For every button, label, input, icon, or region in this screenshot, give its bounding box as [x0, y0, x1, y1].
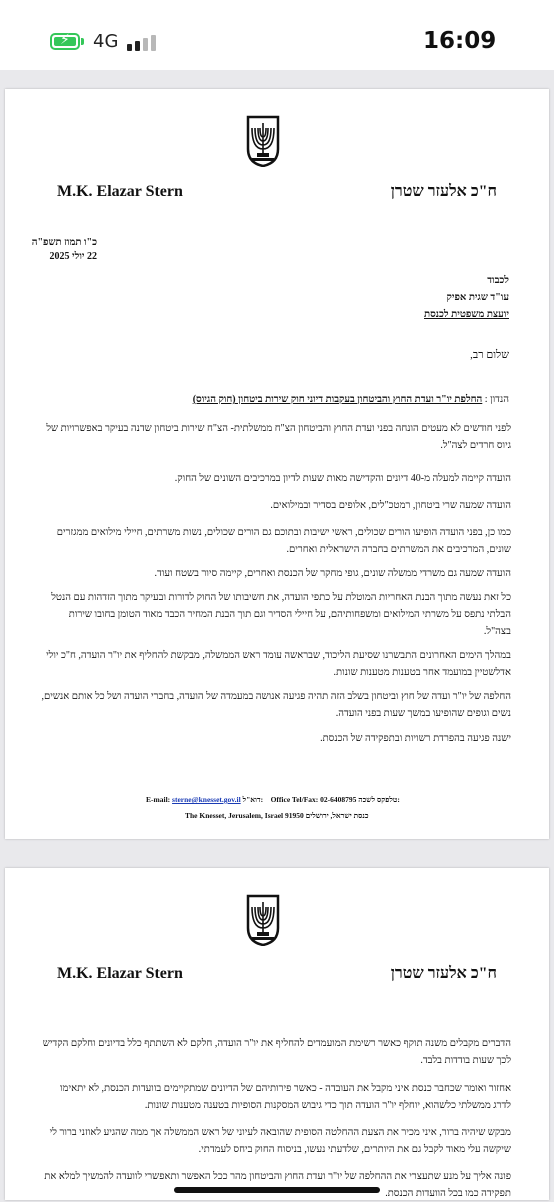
footer-email-link[interactable]: sterne@knesset.gov.il: [172, 795, 241, 804]
bolt-icon: ⚡: [60, 32, 70, 48]
recipient-name: עו"ד שגית אפיק: [446, 292, 509, 303]
paragraph-4: פונה אליך על מנע שתעצרי את ההחלפה של יו"ר ועדת החוץ והביטחון מהר ככל האפשר ותאפשרי לוועדה להמשיך למלא את תפקידה כמו בכל הוועדות הכנסת.: [44, 1171, 511, 1199]
knesset-emblem-icon: [244, 115, 282, 167]
to-label: לכבוד: [487, 275, 509, 286]
network-type: 4G: [93, 31, 119, 52]
paragraph-3: מבקש שיהיה ברור, איני מכיר את הצעת ההחלטה הסופית שהובאה לעיוני של ראש הממשלה אך ממה שהגיע לאוזני ברור לי שיקשה עלי מאוד לקבל גם את היותרים, שלדעתי נעשו, בניסוח החוק ביחס לעמדתי.: [49, 1127, 511, 1155]
paragraph-2: הועדה קיימה למעלה מ-40 דיונים והקדישה מאות שעות לדיון במרכיבים השונים של החוק.: [174, 473, 511, 484]
paragraph-8: החלפה של יו"ר ועדה של חוץ וביטחון בשלב הזה תהיה פגיעה אנושה במעמדה של הועדה, בחברי הועדה ושל כל אותם אנשים, נשים וגופים שהופיעו במשך שעות בפני הועדה.: [41, 691, 511, 719]
header-name-english: M.K. Elazar Stern: [57, 965, 183, 982]
status-time: 16:09: [423, 28, 497, 54]
footer-address-he: כנסת ישראל, ירושלים: [305, 811, 369, 820]
letter-page-2: [5, 868, 549, 1200]
footer-address-line: [185, 811, 369, 820]
letter-page-1: [5, 89, 549, 839]
footer-email-label-he: דוא"ל:: [242, 795, 264, 804]
status-bar: [0, 0, 554, 70]
footer-email-label: E-mail:: [146, 795, 171, 804]
date-hebrew: כ"ו תמוז תשפ"ה: [31, 237, 97, 248]
footer-address-en: The Knesset, Jerusalem, Israel 91950: [185, 811, 304, 820]
signal-bars-icon: [127, 35, 159, 51]
subject-text: החלפת יו"ר ועדת החוץ והביטחון בעקבות דיוני חוק שירות ביטחון (חוק הגיוס): [192, 394, 483, 405]
footer-phone: Office Tel/Fax: 02-6408795: [270, 795, 357, 804]
battery-tip: [81, 38, 84, 45]
paragraph-6: כל זאת נעשה מתוך הבנת האחריות המוטלת על כתפי הועדה, את חשיבותו של החוק לדורות ובעיקר מתוך הזדהות עם הנטל הבלתי נתפס על משרתי המילואים ומשפחותיהם, על חיילי הסדיר וגם תוך הבנת המחיר הכבד מאוד הטומן בחובו שירות בצה"ל.: [51, 592, 511, 637]
paragraph-1: הדברים מקבלים משנה תוקף כאשר רשימת המועמדים להחליף את יו"ר הועדה, חלקם לא השתתף כלל בדיונים וחלקם הקדיש לכך שעות בודדות בלבד.: [42, 1038, 511, 1066]
paragraph-2: אחזור ואומר שכחבר כנסת איני מקבל את העובדה - כאשר פירותיהם של הדיונים שמתקיימים בוועדות הכנסת, לא יתאימו לדרג ממשלתי כלשהוא, יוחלף יו"ר הועדה תוך כדי גיבוש המסקנות הסופיות בטענה מטענות שונות.: [59, 1083, 511, 1111]
knesset-emblem-icon: [244, 894, 282, 946]
paragraph-4: כמו כן, בפני הועדה הופיעו הורים שכולים, ראשי ישיבות ובתוכם גם הורים שכולים, נשות משרתים, חיילי מילואים ממגזרים שונים, המרכיבים את המשרתים בחברה הישראלית ואחרים.: [56, 527, 511, 555]
paragraph-7: במהלך הימים האחרונים התבשרנו שסיעת הליכוד, שבראשה עומד ראש הממשלה, מבקשת להחליף את יו"ר הועדה, ח"כ יולי אדלשטיין במועמד אחר בטענות מטענות שונות.: [46, 650, 511, 678]
paragraph-1: לפני חודשים לא מעטים הונחה בפני ועדת החוץ והביטחון הצ"ח ממשלתית- הצ"ח שירות ביטחון שדנה בעיקר באפשרויות של גיוס חרדים לצה"ל.: [46, 423, 511, 451]
home-indicator[interactable]: [174, 1187, 380, 1193]
header-name-hebrew: ח"כ אלעזר שטרן: [390, 183, 497, 200]
date-gregorian: 22 יולי 2025: [49, 251, 97, 262]
recipient-title: יועצת משפטית לכנסת: [424, 309, 509, 320]
footer-contact-line: [146, 795, 400, 804]
subject-label: הנדון :: [484, 394, 509, 405]
paragraph-9: ישנה פגיעה בהפרדת רשויות ובתפקידה של הכנסת.: [320, 733, 511, 744]
header-name-hebrew: ח"כ אלעזר שטרן: [390, 965, 497, 982]
greeting: שלום רב,: [470, 349, 509, 361]
subject-line: [193, 394, 509, 405]
header-name-english: M.K. Elazar Stern: [57, 183, 183, 200]
paragraph-5: הועדה שמעה גם משרדי ממשלה שונים, גופי מחקר של הכנסת ואחרים, קיימה סיור בשטח ועוד.: [154, 568, 511, 579]
paragraph-3: הועדה שמעה שרי ביטחון, רמטכ"לים, אלופים בסדיר ובמילואים.: [270, 500, 511, 511]
footer-phone-he: טלפקס לשכה:: [358, 795, 400, 804]
